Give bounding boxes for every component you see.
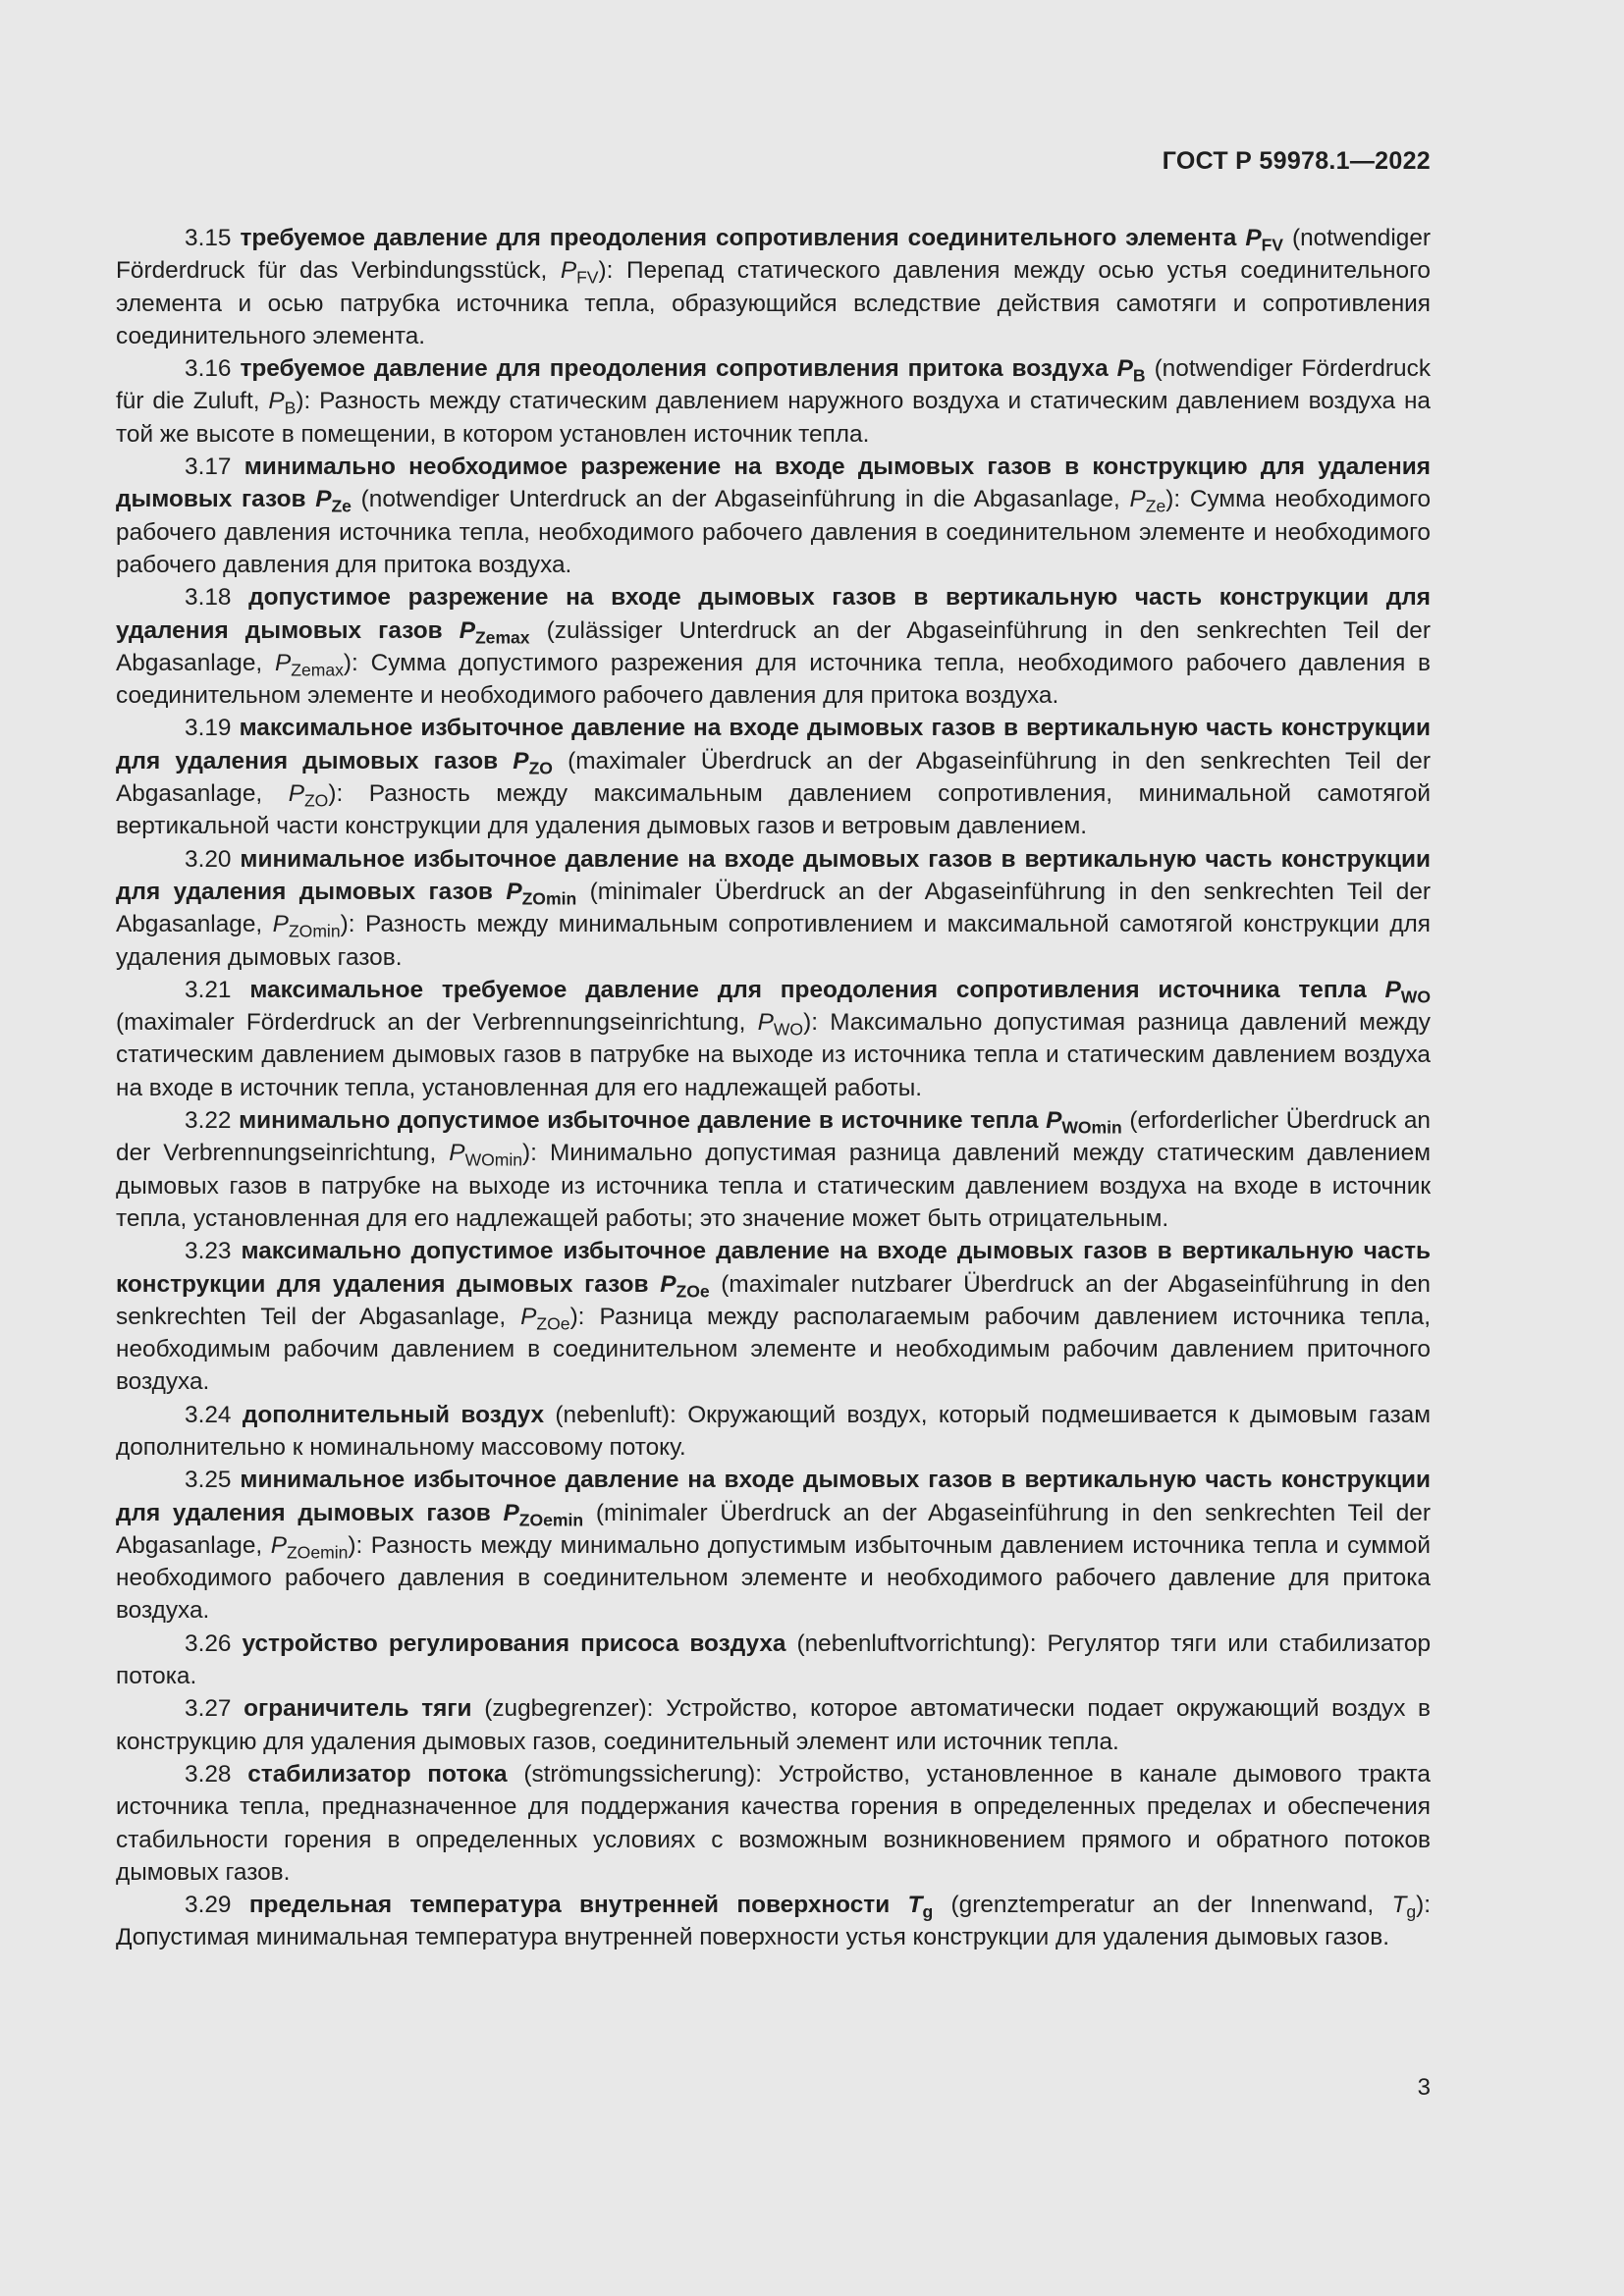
german-term-text: (nebenluft): (555, 1401, 677, 1428)
definition-text: Регулятор тяги или стабилизатор потока. (116, 1629, 1432, 1690)
definition-number: 3.16 (185, 355, 232, 383)
german-symbol-letter: P (268, 388, 285, 415)
german-symbol-letter: P (560, 257, 577, 285)
german-symbol-letter: P (274, 649, 292, 676)
definition-text: Допустимая минимальная температура внутренней поверхности устья конструкции для удаления дымовых газов. (116, 1924, 1389, 1951)
german-term-text: (erforderlicher Überdruck an der Verbrennungseinrichtung, (116, 1107, 1432, 1167)
term: ограничитель тяги (244, 1695, 472, 1723)
german-term-close: ): (328, 780, 344, 808)
term-symbol (1116, 355, 1146, 386)
definition-number: 3.29 (185, 1892, 232, 1919)
definition-number: 3.22 (185, 1107, 232, 1135)
german-term (796, 1630, 1036, 1657)
german-symbol-subscript: WO (773, 1019, 804, 1040)
german-term-text: (grenztemperatur an der Innenwand, (950, 1892, 1392, 1919)
german-symbol-subscript: Zemax (291, 660, 344, 680)
german-symbol-letter: T (1391, 1892, 1407, 1919)
german-symbol-letter: P (288, 780, 304, 808)
term-symbol (1245, 225, 1284, 255)
definition-number: 3.21 (185, 976, 232, 1003)
term: минимально необходимое разрежение на входе дымовых газов в конструкцию для удаления дымовых газов (116, 454, 1431, 513)
term-symbol (315, 486, 352, 516)
term-symbol-subscript: FV (1261, 235, 1284, 255)
german-term-close: ): (598, 257, 614, 285)
german-symbol-subscript: g (1406, 1901, 1417, 1922)
german-symbol-subscript: WOmin (464, 1149, 523, 1170)
definition-text: Разность между минимальным сопротивлением и максимальной самотягой конструкции для удаления дымовых газов. (116, 911, 1431, 971)
german-symbol-letter: P (272, 911, 289, 938)
standard-id-header: ГОСТ Р 59978.1—2022 (1162, 147, 1431, 175)
definition-number: 3.24 (185, 1401, 232, 1428)
definition-text: Разница между располагаемым рабочим давлением источника тепла, необходимым рабочим давлением в соединительном элементе и необходимым рабочим давлением приточного воздуха. (116, 1303, 1431, 1396)
german-symbol-subscript: ZO (303, 790, 329, 811)
german-symbol-subscript: B (284, 398, 297, 418)
term-symbol-subscript: ZOe (676, 1280, 710, 1301)
term: требуемое давление для преодоления сопротивления притока воздуха (240, 355, 1109, 383)
definition-text: Разность между статическим давлением наружного воздуха и статическим давлением воздуха на той же высоте в помещении, в котором установлен источник тепла. (116, 388, 1431, 448)
term: требуемое давление для преодоления сопротивления соединительного элемента (240, 225, 1237, 251)
term: стабилизатор потока (247, 1760, 508, 1788)
definition-item (116, 843, 1431, 974)
definition-item (116, 1628, 1431, 1693)
german-term-text: (maximaler Überdruck an der Abgaseinführung in den senkrechten Teil der Abgasanlage, (116, 747, 1431, 808)
definition-item (116, 1235, 1431, 1398)
german-symbol-letter: P (270, 1531, 287, 1559)
term-symbol (506, 878, 577, 909)
definition-item (116, 1758, 1431, 1889)
definition-item (116, 974, 1431, 1104)
term-symbol-letter: P (459, 616, 475, 644)
definition-text: Перепад статического давления между осью устья соединительного элемента и осью патрубка источника тепла, образующийся вследствие действия самотяги и сопротивления соединительного элемента. (116, 257, 1431, 349)
german-symbol-subscript: ZOe (536, 1313, 570, 1334)
german-term-close: ): (343, 649, 358, 676)
definition-text: Устройство, установленное в канале дымового тракта источника тепла, предназначенное для поддержания качества горения в определенных пределах и обеспечения стабильности горения в определенных условиях с возможным возникновением прямого и обратного потоков дымовых газов. (116, 1760, 1431, 1886)
definition-text: Сумма необходимого рабочего давления источника тепла, необходимого рабочего давления в соединительном элементе и необходимого рабочего давления для притока воздуха. (116, 486, 1432, 578)
definition-text: Минимально допустимая разница давлений между статическим давлением дымовых газов в патрубке на выходе из источника тепла и статическим давлением воздуха на входе в источник тепла, установленная для его надлежащей работы; это значение может быть отрицательным. (116, 1140, 1431, 1232)
german-term-text: (notwendiger Förderdruck für die Zuluft, (116, 355, 1432, 415)
definition-item (116, 1104, 1431, 1235)
german-term (484, 1695, 653, 1722)
definition-item (116, 352, 1431, 451)
term: максимально допустимое избыточное давление на входе дымовых газов в вертикальную часть конструкции для удаления дымовых газов (116, 1238, 1432, 1298)
definition-item (116, 222, 1431, 352)
german-term-close: ): (569, 1303, 585, 1330)
german-symbol-subscript: Ze (1145, 496, 1166, 516)
definition-number: 3.15 (185, 225, 232, 251)
german-symbol-letter: P (449, 1140, 465, 1167)
term-symbol-subscript: ZOemin (518, 1509, 584, 1529)
german-term (950, 1892, 1432, 1922)
german-term (523, 1761, 762, 1788)
german-term-close: ): (340, 911, 355, 938)
definition-number: 3.25 (185, 1467, 232, 1494)
term-symbol-subscript: Ze (331, 496, 352, 516)
german-term-text: (strömungssicherung): (523, 1760, 762, 1788)
definition-number: 3.17 (185, 454, 232, 481)
german-term (555, 1402, 676, 1428)
term-symbol-letter: P (513, 747, 529, 774)
term-symbol-letter: P (506, 878, 522, 905)
german-term-close: ): (522, 1140, 537, 1167)
term: минимальное избыточное давление на входе дымовых газов в вертикальную часть конструкции для удаления дымовых газов (116, 845, 1431, 905)
term: максимальное требуемое давление для преодоления сопротивления источника тепла (249, 976, 1367, 1003)
german-term-text: (maximaler Förderdruck an der Verbrennungseinrichtung, (116, 1009, 758, 1037)
definition-item (116, 1692, 1431, 1758)
term: минимально допустимое избыточное давление в источнике тепла (239, 1107, 1039, 1135)
german-term-text: (zulässiger Unterdruck an der Abgaseinführung in den senkrechten Teil der Abgasanlage, (116, 616, 1431, 676)
german-term-close: ): (296, 388, 311, 415)
term-symbol-subscript: WOmin (1061, 1117, 1122, 1138)
term: допустимое разрежение на входе дымовых газов в вертикальную часть конструкции для удаления дымовых газов (116, 584, 1431, 644)
definition-item (116, 712, 1431, 842)
definition-number: 3.26 (185, 1629, 232, 1657)
definition-text: Разность между максимальным давлением сопротивления, минимальной самотягой вертикальной части конструкции для удаления дымовых газов и ветровым давлением. (116, 780, 1431, 840)
german-term (360, 486, 1181, 516)
term: минимальное избыточное давление на входе дымовых газов в вертикальную часть конструкции для удаления дымовых газов (116, 1467, 1431, 1526)
german-symbol-subscript: ZOemin (286, 1542, 349, 1563)
definition-text: Разность между минимально допустимым избыточным давлением источника тепла и суммой необходимого рабочего давления в соединительном элементе и необходимого рабочего давление для притока воздуха. (116, 1531, 1431, 1625)
term: предельная температура внутренней поверхности (248, 1892, 891, 1919)
german-term-close: ): (1416, 1892, 1432, 1919)
term-symbol (459, 616, 530, 647)
definition-item (116, 581, 1431, 712)
term-symbol-subscript: WO (1400, 987, 1432, 1007)
german-term-text: (zugbegrenzer): (484, 1695, 654, 1723)
term-symbol-subscript: Zemax (474, 626, 530, 647)
definition-text: Сумма допустимого разрежения для источника тепла, необходимого рабочего давления в соединительном элементе и необходимого рабочего давления для притока воздуха. (116, 649, 1431, 710)
german-term-text: (notwendiger Förderdruck für das Verbindungsstück, (116, 225, 1432, 285)
german-symbol-subscript: FV (576, 267, 599, 288)
term-symbol-letter: P (1046, 1107, 1062, 1135)
definition-number: 3.27 (185, 1695, 232, 1723)
definition-number: 3.23 (185, 1238, 232, 1265)
definition-number: 3.28 (185, 1760, 232, 1788)
german-term-text: (notwendiger Unterdruck an der Abgaseinführung in die Abgasanlage, (360, 486, 1130, 513)
term-symbol-letter: P (315, 486, 332, 513)
definition-text: Максимально допустимая разница давлений между статическим давлением дымовых газов в патрубке на выходе из источника тепла и статическим давлением воздуха на входе в источник тепла, установленная для его надлежащей работы. (116, 1009, 1431, 1101)
term-symbol-letter: P (1384, 976, 1401, 1003)
term-symbol-subscript: ZOmin (521, 888, 577, 909)
term-symbol (513, 747, 553, 778)
german-symbol-letter: P (1129, 486, 1146, 513)
term-symbol-letter: P (1116, 355, 1133, 383)
definition-item (116, 1889, 1431, 1954)
term: максимальное избыточное давление на входе дымовых газов в вертикальную часть конструкции для удаления дымовых газов (116, 715, 1431, 774)
term-symbol (503, 1499, 584, 1529)
term-symbol-letter: T (907, 1892, 923, 1919)
term-symbol (1384, 976, 1432, 1007)
german-term-text: (maximaler nutzbarer Überdruck an der Abgaseinführung in den senkrechten Teil der Abgasanlage, (116, 1270, 1432, 1330)
term: устройство регулирования присоса воздуха (242, 1629, 786, 1657)
german-term (116, 1009, 818, 1040)
german-term-text: (minimaler Überdruck an der Abgaseinführung in den senkrechten Teil der Abgasanlage, (116, 878, 1432, 938)
german-symbol-letter: P (757, 1009, 774, 1037)
german-symbol-subscript: ZOmin (288, 921, 341, 941)
german-term-close: ): (803, 1009, 818, 1037)
term-symbol-letter: P (660, 1270, 677, 1298)
definition-number: 3.20 (185, 845, 232, 873)
definition-item (116, 451, 1431, 581)
definition-number: 3.19 (185, 715, 232, 742)
german-term-close: ): (348, 1531, 363, 1559)
term-symbol (1046, 1107, 1122, 1138)
definitions-list (116, 222, 1431, 1954)
definition-item (116, 1464, 1431, 1627)
term-symbol-letter: P (1245, 225, 1262, 251)
term-symbol-subscript: B (1132, 365, 1146, 386)
term-symbol-subscript: ZO (528, 758, 553, 778)
definition-item (116, 1399, 1431, 1465)
term-symbol (907, 1892, 934, 1922)
german-term-text: (minimaler Überdruck an der Abgaseinführung in den senkrechten Teil der Abgasanlage, (116, 1499, 1431, 1559)
german-term-text: (nebenluftvorrichtung): (796, 1629, 1037, 1657)
german-symbol-letter: P (520, 1303, 537, 1330)
german-term-close: ): (1165, 486, 1181, 513)
term: дополнительный воздух (242, 1401, 545, 1428)
page-number: 3 (1417, 2074, 1431, 2101)
definition-number: 3.18 (185, 584, 232, 612)
definition-text: Окружающий воздух, который подмешивается к дымовым газам дополнительно к номинальному массовому потоку. (116, 1401, 1432, 1461)
definition-text: Устройство, которое автоматически подает окружающий воздух в конструкцию для удаления дымовых газов, соединительный элемент или источник тепла. (116, 1695, 1432, 1755)
term-symbol (660, 1270, 710, 1301)
term-symbol-subscript: g (922, 1901, 934, 1922)
term-symbol-letter: P (503, 1499, 519, 1526)
